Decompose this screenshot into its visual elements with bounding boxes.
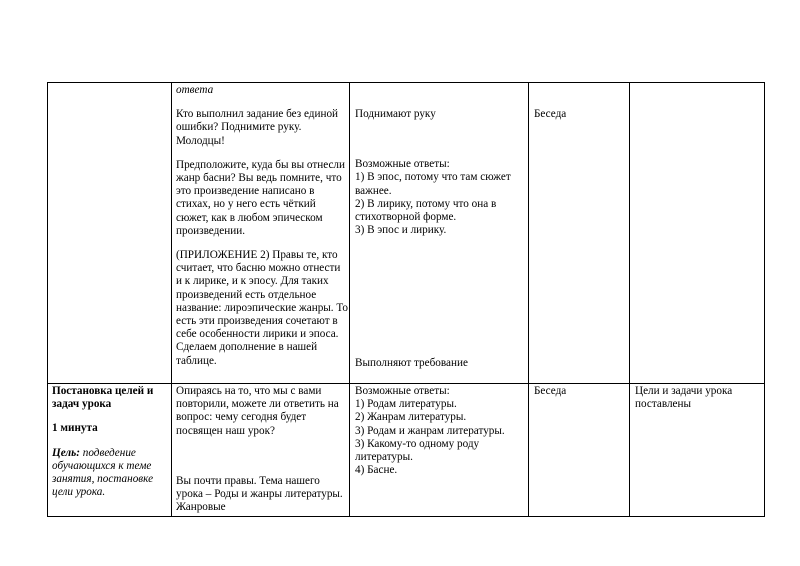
column-divider-1 xyxy=(171,82,172,517)
topic-possible-answers: Возможные ответы: 1) Родам литературы. 2) Жанрам литературы. 3) Родам и жанрам литературы. 3) Какому-то одному роду литературы. 4) Басне. xyxy=(355,385,505,477)
topic-answer-text: Вы почти правы. Тема нашего урока – Роды и жанры литературы. Жанровые xyxy=(176,474,343,514)
form-conversation-text: Беседа xyxy=(534,108,567,120)
row1-teacher-cell xyxy=(176,84,348,368)
row1-students-cell xyxy=(355,108,526,237)
column-divider-2 xyxy=(349,82,350,517)
topic-question-text: Опираясь на то, что мы с вами повторили, можете ли ответить на вопрос: чему сегодня будет посвящен наш урок? xyxy=(176,385,339,437)
row2-result-cell xyxy=(635,385,747,411)
result-text: Цели и задачи урока поставлены xyxy=(635,385,733,411)
row2-teacher-cell xyxy=(176,385,348,514)
row-divider xyxy=(47,383,765,384)
stage-title: Постановка целей и задач урока xyxy=(52,385,154,411)
row2-stage-cell xyxy=(52,385,170,499)
possible-answers-text: Возможные ответы: 1) В эпос, потому что там сюжет важнее. 2) В лирику, потому что она в стихотворной форме. 3) В эпос и лирику. xyxy=(355,158,511,237)
table-right-border xyxy=(764,82,765,517)
table-left-border xyxy=(47,82,48,517)
table-top-border xyxy=(47,82,765,83)
row2-form-cell xyxy=(534,385,626,398)
stage-time: 1 минута xyxy=(52,422,98,435)
stage-goal xyxy=(52,447,170,500)
genre-question-text: Предположите, куда бы вы отнесли жанр басни? Вы ведь помните, что это произведение написано в стихах, но у него есть чёткий сюжет, как в любом эпическом произведении. xyxy=(176,158,346,237)
goal-text: подведение обучающихся к теме занятия, постановке цели урока. xyxy=(52,446,154,499)
continued-answer-text: ответа xyxy=(176,84,214,96)
raise-hand-text: Поднимают руку xyxy=(355,108,436,120)
row1-students-follow xyxy=(355,357,526,370)
appendix-text: (ПРИЛОЖЕНИЕ 2) Правы те, кто считает, что басню можно отнести и к лирике, и к эпосу. Для таких произведений есть отдельное название: лироэпические жанры. То есть эти произведения сочетают в себе особенности лирики и эпоса. Сделаем дополнение в нашей таблице. xyxy=(176,249,348,367)
form-conversation-text-2: Беседа xyxy=(534,385,567,397)
row1-form-cell xyxy=(534,108,626,121)
follow-requirement-text: Выполняют требование xyxy=(355,357,468,369)
row2-students-cell xyxy=(355,385,526,477)
check-question-text: Кто выполнил задание без единой ошибки? Поднимите руку. Молодцы! xyxy=(176,108,339,147)
column-divider-4 xyxy=(629,82,630,517)
column-divider-3 xyxy=(528,82,529,517)
table-bottom-border xyxy=(47,516,765,517)
goal-label: Цель: xyxy=(52,446,80,459)
